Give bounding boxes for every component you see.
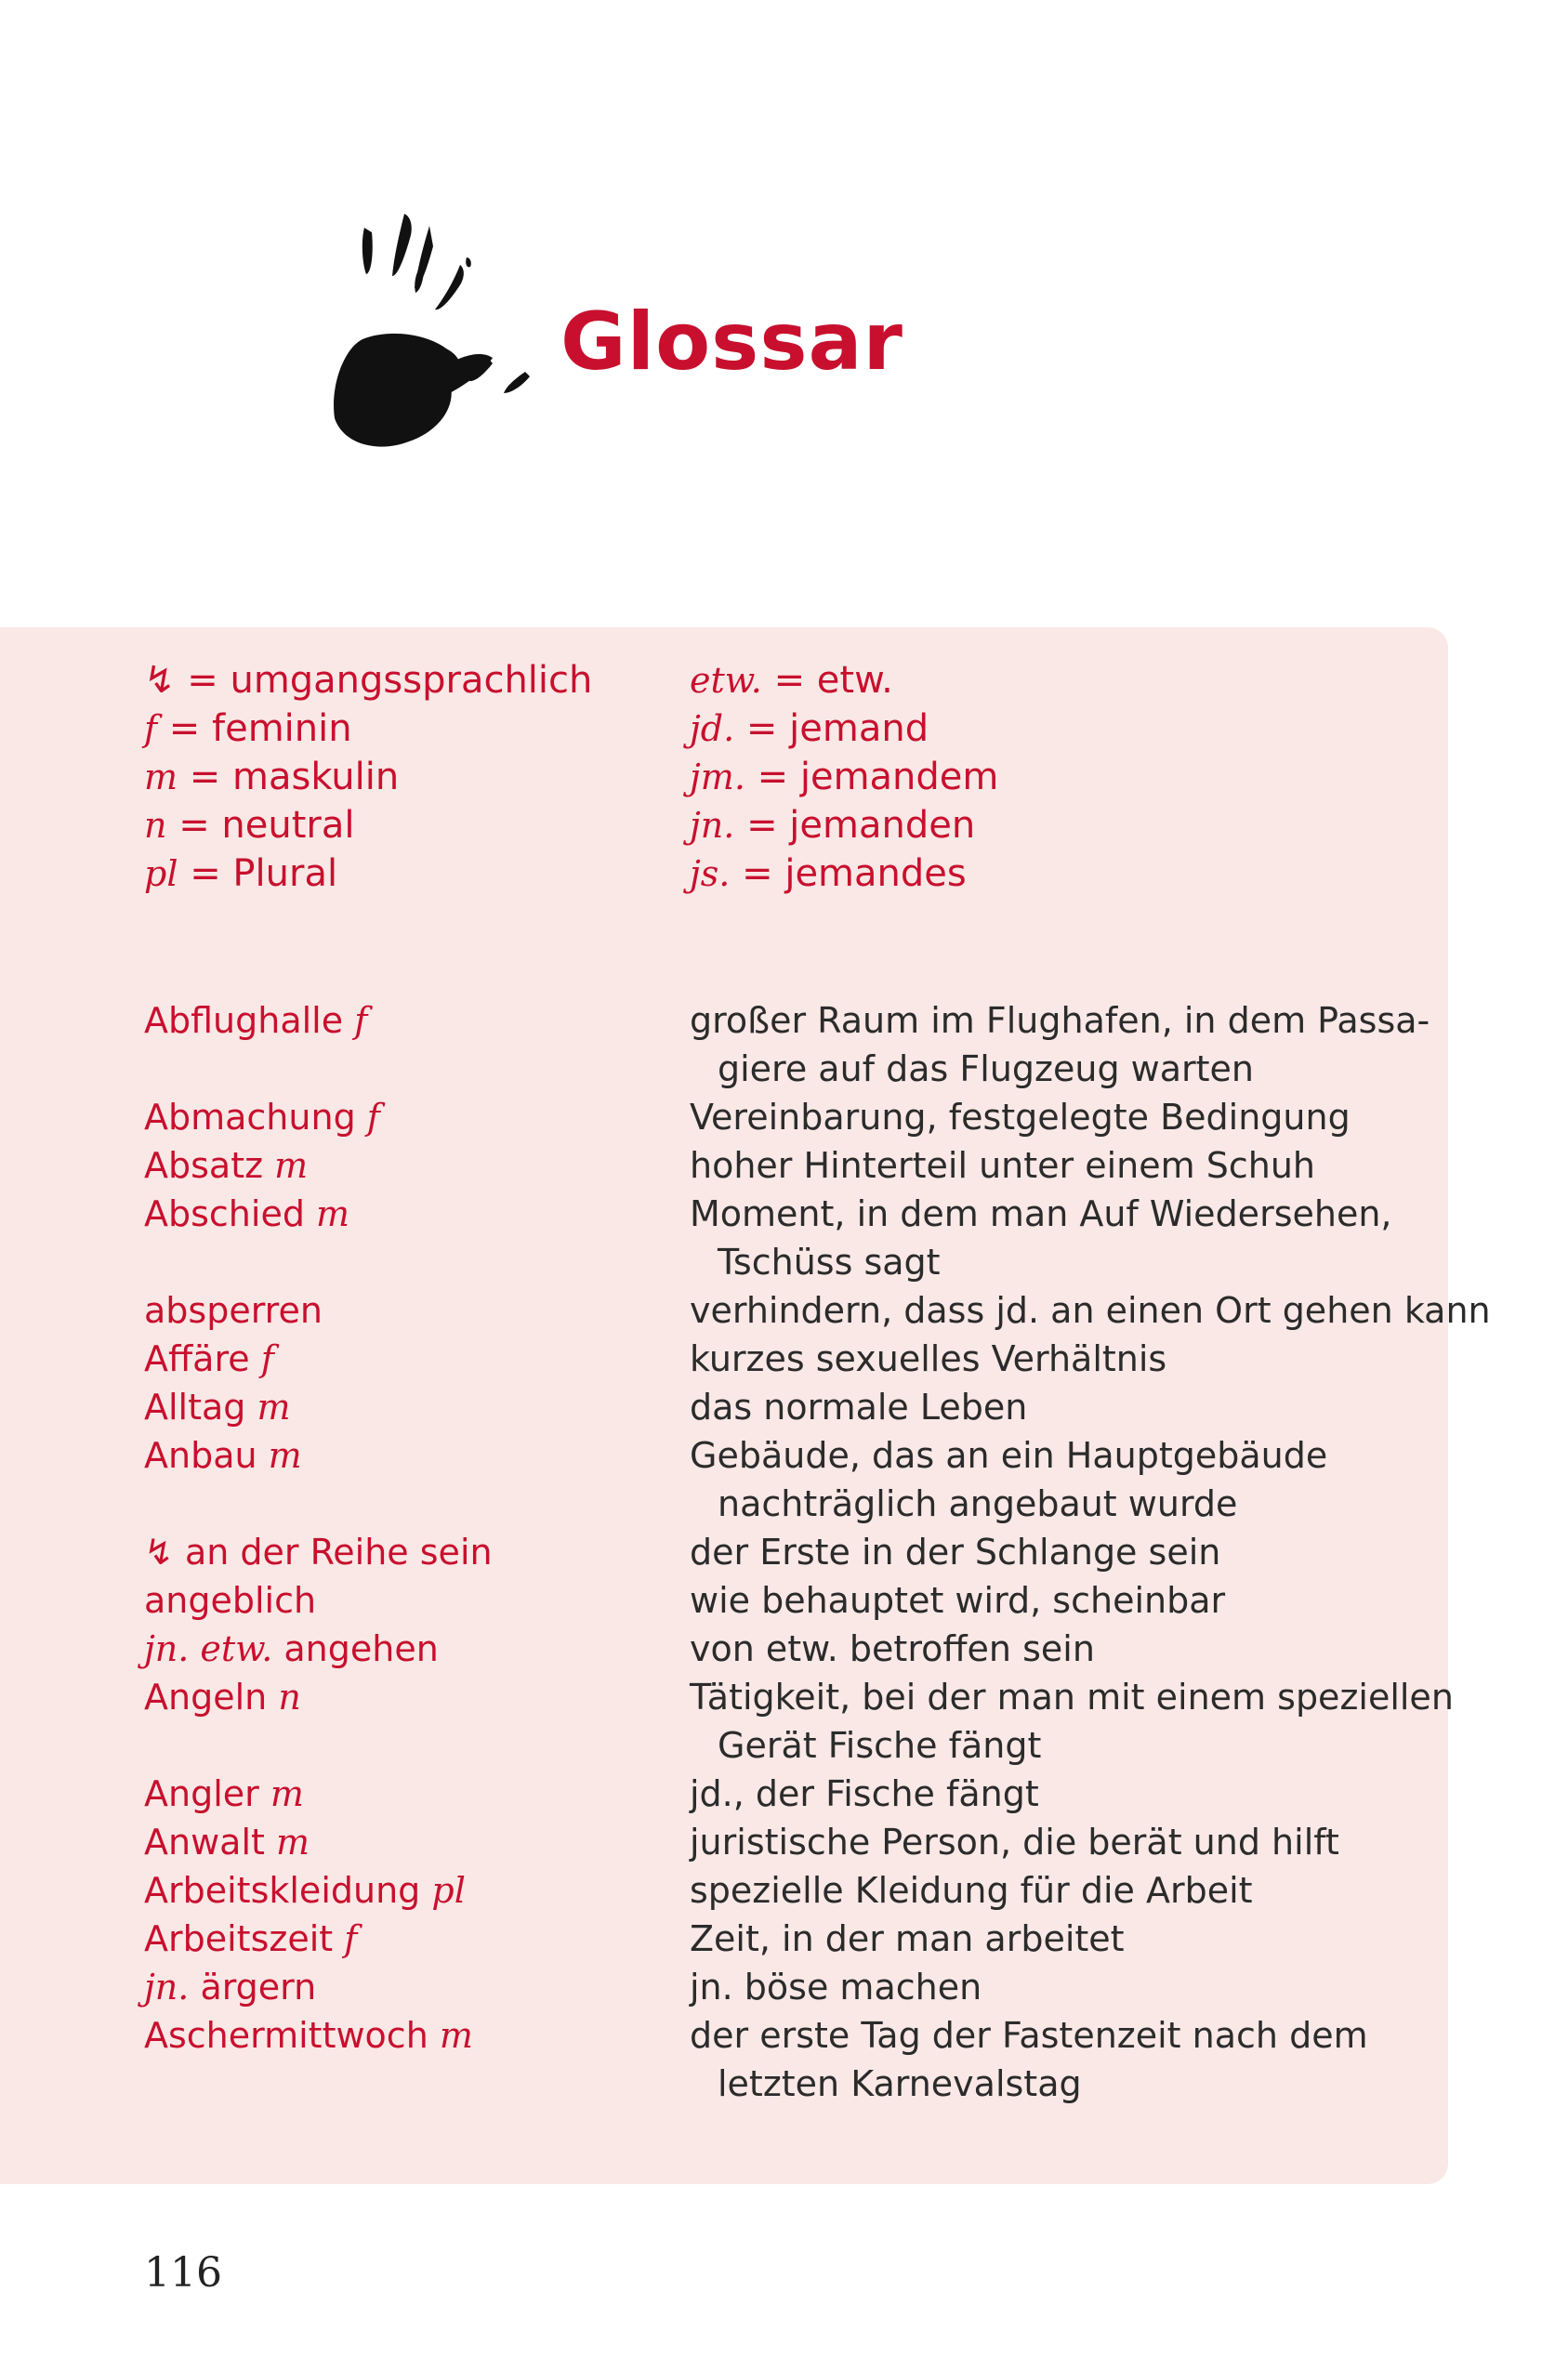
term-definition: großer Raum im Flughafen, in dem Passa- [690, 1000, 1430, 1041]
term-word: angehen [283, 1628, 439, 1669]
legend-item: n = neutral [144, 804, 355, 847]
lightning-icon: ↯ [144, 1532, 174, 1573]
legend-item: jd. = jemand [690, 707, 929, 750]
handprint-logo [325, 209, 548, 451]
term-prefix: jn. [144, 1967, 190, 2008]
term-definition: jd., der Fische fängt [690, 1773, 1039, 1814]
term-word: Anwalt [144, 1822, 265, 1863]
term-gender: f [354, 1000, 368, 1041]
term-definition-continued: Gerät Fische fängt [718, 1725, 1042, 1766]
term-definition: verhindern, dass jd. an einen Ort gehen kann [690, 1290, 1491, 1331]
term-definition: jn. böse machen [690, 1967, 982, 2008]
term-definition: juristische Person, die berät und hilft [690, 1822, 1339, 1863]
term-definition: der Erste in der Schlange sein [690, 1532, 1221, 1573]
glossary-term [144, 1576, 316, 1625]
term-word: an der Reihe sein [184, 1532, 493, 1573]
term-word: Affäre [144, 1338, 250, 1379]
term-word: Arbeitszeit [144, 1918, 334, 1959]
term-gender: f [344, 1918, 358, 1959]
legend-item: f = feminin [144, 707, 352, 750]
glossary-term [144, 1673, 301, 1721]
legend-item: jn. = jemanden [690, 804, 976, 847]
glossary-term [144, 1093, 380, 1141]
term-definition: Moment, in dem man Auf Wiedersehen, [690, 1193, 1392, 1234]
term-word: Angeln [144, 1677, 268, 1718]
glossary-term [144, 1528, 493, 1576]
glossary-term [144, 1963, 316, 2011]
glossary-term [144, 996, 367, 1045]
legend-item: etw. = etw. [690, 659, 893, 702]
term-definition-continued: giere auf das Flugzeug warten [718, 1048, 1254, 1089]
glossary-term [144, 1818, 310, 1866]
glossary-term [144, 1190, 349, 1238]
term-definition: spezielle Kleidung für die Arbeit [690, 1870, 1253, 1911]
term-word: angeblich [144, 1580, 317, 1621]
term-word: absperren [144, 1290, 323, 1331]
lightning-icon: ↯ [144, 659, 176, 702]
glossary-term [144, 1625, 439, 1673]
term-definition: Vereinbarung, festgelegte Bedingung [690, 1097, 1351, 1138]
term-definition: kurzes sexuelles Verhältnis [690, 1338, 1167, 1379]
glossary-term [144, 1383, 291, 1431]
page-number: 116 [144, 2249, 222, 2297]
term-word: Angler [144, 1773, 259, 1814]
term-definition-continued: letzten Karnevalstag [718, 2063, 1082, 2104]
term-definition: wie behauptet wird, scheinbar [690, 1580, 1226, 1621]
term-gender: n [278, 1677, 301, 1718]
term-definition: von etw. betroffen sein [690, 1628, 1095, 1669]
glossary-term [144, 1286, 323, 1335]
term-word: Abflughalle [144, 1000, 344, 1041]
term-gender: m [274, 1145, 309, 1186]
term-gender: m [270, 1773, 304, 1814]
glossary-term [144, 1141, 308, 1190]
term-word: Abschied [144, 1193, 305, 1234]
term-definition: Gebäude, das an ein Hauptgebäude [690, 1435, 1328, 1476]
term-word: Absatz [144, 1145, 264, 1186]
glossary-term [144, 1866, 466, 1915]
term-gender: m [268, 1435, 302, 1476]
term-definition-continued: nachträglich angebaut wurde [718, 1483, 1238, 1524]
legend-item: pl = Plural [144, 852, 338, 895]
glossary-term [144, 1431, 302, 1480]
term-definition: der erste Tag der Fastenzeit nach dem [690, 2015, 1368, 2056]
glossary-term [144, 1335, 274, 1383]
term-word: Arbeitskleidung [144, 1870, 421, 1911]
term-gender: f [366, 1097, 380, 1138]
term-gender: m [316, 1193, 350, 1234]
term-word: Alltag [144, 1387, 246, 1428]
term-definition: das normale Leben [690, 1387, 1028, 1428]
glossary-term [144, 1770, 304, 1818]
term-definition: Tätigkeit, bei der man mit einem speziellen [690, 1677, 1454, 1718]
page-title: Glossar [560, 296, 903, 388]
term-word: Anbau [144, 1435, 257, 1476]
term-word: Aschermittwoch [144, 2015, 428, 2056]
term-word: Abmachung [144, 1097, 356, 1138]
legend-item: js. = jemandes [690, 852, 967, 895]
term-word: ärgern [200, 1967, 317, 2008]
glossary-term [144, 1915, 357, 1963]
term-gender: pl [431, 1870, 466, 1911]
term-gender: m [439, 2015, 473, 2056]
term-definition: hoher Hinterteil unter einem Schuh [690, 1145, 1315, 1186]
term-definition: Zeit, in der man arbeitet [690, 1918, 1125, 1959]
glossary-term [144, 2011, 473, 2060]
legend-item: ↯ = umgangssprachlich [144, 659, 593, 702]
term-gender: f [260, 1338, 274, 1379]
legend-item: jm. = jemandem [690, 756, 999, 798]
term-gender: m [276, 1822, 310, 1863]
legend-item: m = maskulin [144, 756, 400, 798]
term-prefix: jn. etw. [144, 1628, 273, 1669]
term-definition-continued: Tschüss sagt [718, 1242, 941, 1283]
term-gender: m [257, 1387, 291, 1428]
